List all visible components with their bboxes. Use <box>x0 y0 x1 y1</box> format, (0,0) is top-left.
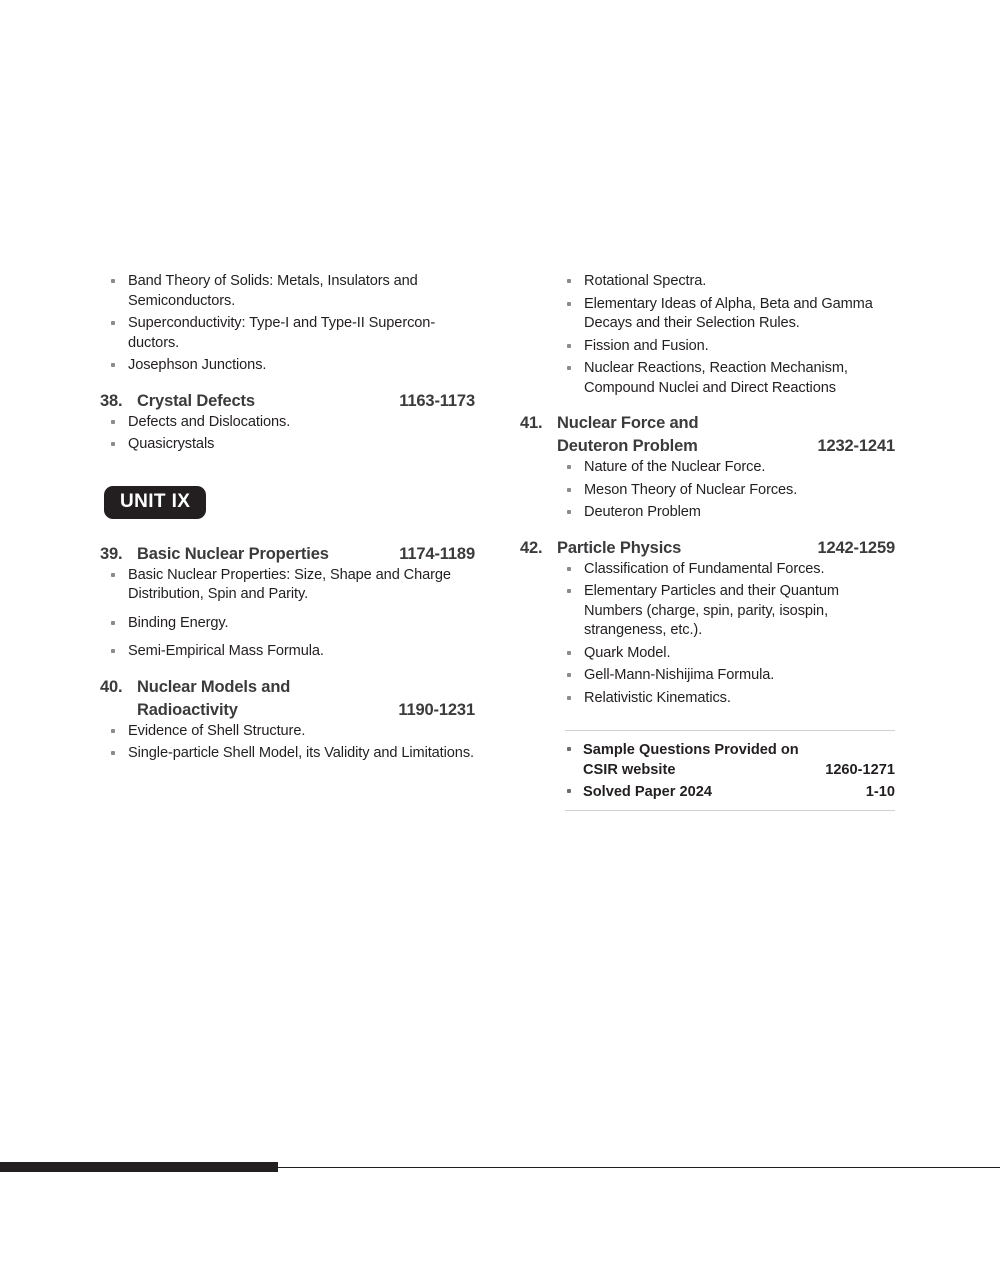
entry-title: Crystal Defects <box>137 391 255 410</box>
toc-entry-38[interactable] <box>100 390 475 455</box>
toc-entry-heading[interactable] <box>520 537 895 560</box>
entry-number: 40. <box>100 677 123 696</box>
bullet-icon <box>567 589 571 593</box>
list-item <box>520 560 895 580</box>
list-item <box>520 295 895 334</box>
unit-badge: UNIT IX <box>104 486 206 519</box>
entry-title-line-2: Radioactivity <box>137 700 238 719</box>
list-item-text: Superconductivity: Type-I and Type-II Supercon-ductors. <box>128 315 436 351</box>
list-item-text: Elementary Ideas of Alpha, Beta and Gamma Decays and their Selection Rules. <box>584 295 873 331</box>
bullet-icon <box>111 442 115 446</box>
toc-entry-39[interactable] <box>100 543 475 662</box>
list-item-text: Basic Nuclear Properties: Size, Shape and Charge Distribution, Spin and Parity. <box>128 566 451 602</box>
list-item <box>520 272 895 292</box>
appendix-row-sample-questions[interactable] <box>565 740 895 780</box>
appendix-label-line-1: Sample Questions Provided on <box>583 742 799 758</box>
entry-number: 41. <box>520 414 543 432</box>
toc-entry-40[interactable] <box>100 676 475 764</box>
list-item-text: Elementary Particles and their Quantum Numbers (charge, spin, parity, isospin, strangeness, etc.). <box>584 583 839 638</box>
bullet-icon <box>111 321 115 325</box>
list-item-text: Classification of Fundamental Forces. <box>584 560 825 577</box>
list-item <box>520 359 895 398</box>
bullet-icon <box>111 573 115 577</box>
list-item <box>100 435 475 455</box>
entry-40-bullet-list <box>100 722 475 764</box>
list-item <box>100 744 475 764</box>
bullet-icon <box>567 651 571 655</box>
appendix-label <box>583 740 825 780</box>
list-item-text: Nuclear Reactions, Reaction Mechanism, Compound Nuclei and Direct Reactions <box>584 360 848 396</box>
bullet-icon <box>111 420 115 424</box>
entry-page-range: 1190-1231 <box>398 700 475 719</box>
bullet-icon <box>567 488 571 492</box>
toc-entry-heading[interactable] <box>100 543 475 566</box>
list-item <box>100 272 475 311</box>
footer-thick-bar <box>0 1162 278 1172</box>
bullet-icon <box>111 621 115 625</box>
toc-entry-42[interactable] <box>520 537 895 709</box>
appendix-page-range: 1-10 <box>865 784 895 800</box>
bullet-icon <box>567 673 571 677</box>
left-top-bullet-list <box>100 272 475 376</box>
entry-page-range: 1232-1241 <box>817 437 895 455</box>
list-item-text: Semi-Empirical Mass Formula. <box>128 643 324 659</box>
list-item <box>520 689 895 709</box>
list-item-text: Quasicrystals <box>128 436 215 452</box>
list-item-text: Deuteron Problem <box>584 504 701 520</box>
entry-page-range: 1242-1259 <box>817 538 895 557</box>
bullet-icon <box>111 729 115 733</box>
appendix-label-line-2: CSIR website <box>583 762 676 778</box>
entry-title: Basic Nuclear Properties <box>137 544 329 563</box>
entry-number: 38. <box>100 391 123 410</box>
list-item <box>520 582 895 641</box>
list-item <box>100 614 475 634</box>
appendix-box <box>565 730 895 811</box>
bullet-icon <box>567 510 571 514</box>
list-item-text: Binding Energy. <box>128 614 229 631</box>
appendix-page-range: 1260-1271 <box>825 762 895 778</box>
list-item-text: Band Theory of Solids: Metals, Insulators and Semiconductors. <box>128 273 418 309</box>
list-item <box>100 413 475 433</box>
bullet-icon <box>567 344 571 348</box>
entry-title-line-2: Deuteron Problem <box>557 437 698 455</box>
right-top-bullet-list <box>520 272 895 398</box>
list-item <box>100 722 475 742</box>
list-item-text: Single-particle Shell Model, its Validity and Limitations. <box>128 745 474 761</box>
right-column <box>520 272 895 811</box>
list-item <box>100 314 475 353</box>
list-item-text: Quark Model. <box>584 644 671 661</box>
list-item <box>520 337 895 357</box>
toc-entry-heading[interactable] <box>100 676 475 722</box>
list-item <box>520 503 895 523</box>
list-item-text: Gell-Mann-Nishijima Formula. <box>584 667 775 683</box>
bullet-icon <box>567 696 571 700</box>
entry-39-bullet-list <box>100 566 475 662</box>
toc-entry-41[interactable] <box>520 412 895 523</box>
entry-page-range: 1174-1189 <box>399 544 475 563</box>
bullet-icon <box>567 789 571 793</box>
entry-41-bullet-list <box>520 458 895 523</box>
list-item-text: Nature of the Nuclear Force. <box>584 459 766 475</box>
list-item-text: Defects and Dislocations. <box>128 413 291 430</box>
list-item-text: Rotational Spectra. <box>584 273 707 289</box>
list-item <box>520 481 895 501</box>
bullet-icon <box>567 279 571 283</box>
toc-entry-heading[interactable] <box>520 412 895 458</box>
list-item-text: Fission and Fusion. <box>584 337 709 354</box>
entry-38-bullet-list <box>100 413 475 455</box>
list-item <box>520 644 895 664</box>
bullet-icon <box>111 751 115 755</box>
entry-number: 42. <box>520 538 543 557</box>
appendix-label: Solved Paper 2024 <box>583 784 712 800</box>
bullet-icon <box>567 747 571 751</box>
list-item-text: Relativistic Kinematics. <box>584 689 731 706</box>
entry-title: Particle Physics <box>557 538 682 557</box>
list-item <box>100 356 475 376</box>
list-item <box>520 666 895 686</box>
entry-title-line-1: Nuclear Force and <box>557 414 699 432</box>
entry-42-bullet-list <box>520 560 895 709</box>
bullet-icon <box>111 649 115 653</box>
list-item <box>520 458 895 478</box>
entry-number: 39. <box>100 544 123 563</box>
entry-title <box>557 412 817 458</box>
list-item-text: Josephson Junctions. <box>128 357 267 373</box>
list-item-text: Evidence of Shell Structure. <box>128 722 306 739</box>
bullet-icon <box>111 363 115 367</box>
toc-entry-heading[interactable] <box>100 390 475 413</box>
list-item <box>100 642 475 662</box>
bullet-icon <box>567 465 571 469</box>
left-column <box>100 272 475 767</box>
entry-title-line-1: Nuclear Models and <box>137 677 291 696</box>
bullet-icon <box>111 279 115 283</box>
entry-page-range: 1163-1173 <box>399 391 475 410</box>
list-item-text: Meson Theory of Nuclear Forces. <box>584 481 798 498</box>
bullet-icon <box>567 302 571 306</box>
bullet-icon <box>567 567 571 571</box>
entry-title <box>137 676 398 722</box>
list-item <box>100 566 475 605</box>
appendix-row-solved-paper[interactable] <box>565 782 895 802</box>
bullet-icon <box>567 366 571 370</box>
